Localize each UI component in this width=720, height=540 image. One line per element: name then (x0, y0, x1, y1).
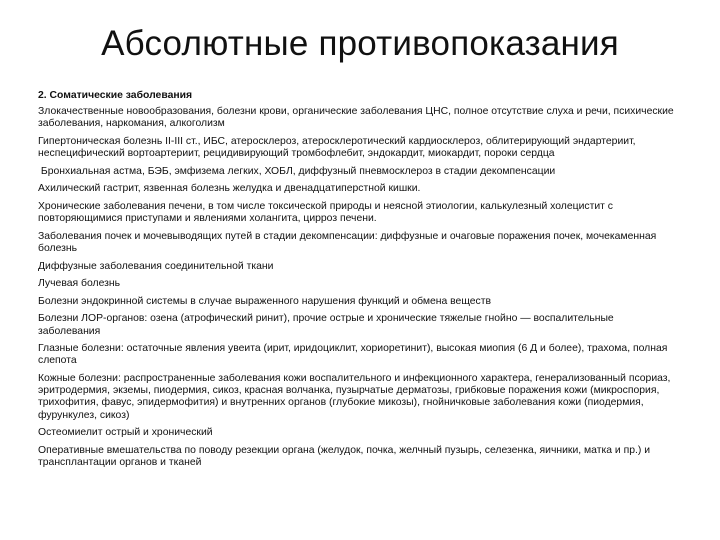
list-item-eye: Глазные болезни: остаточные явления увеита (ирит, иридоциклит, хориоретинит), высокая миопия (6 Д и более), трахома, полная слепота (38, 343, 668, 367)
list-item-gastric: Ахилический гастрит, язвенная болезнь желудка и двенадцатиперстной кишки. (38, 183, 421, 195)
list-item-radiation: Лучевая болезнь (38, 278, 121, 290)
list-item-connective-tissue: Диффузные заболевания соединительной ткани (38, 260, 274, 272)
list-item-malignant: Злокачественные новообразования, болезни крови, органические заболевания ЦНС, полное отсутствие слуха и речи, психические заболевания, наркомания, алкоголизм (38, 106, 674, 130)
section-subtitle: 2. Соматические заболевания (38, 90, 193, 101)
list-item-cardiovascular: Гипертоническая болезнь II-III ст., ИБС, атеросклероз, атеросклеротический кардиосклероз, облитерирующий эндартериит, неспецифический вортоартериит, рецидивирующий тромбофлебит, эндокардит, миокардит, пороки сердца (38, 136, 636, 160)
list-item-endocrine: Болезни эндокринной системы в случае выраженного нарушения функций и обмена веществ (38, 295, 492, 307)
list-item-skin: Кожные болезни: распространенные заболевания кожи воспалительного и инфекционного характера, генерализованный псориаз, эритродермия, экземы, пиодермия, сикоз, красная волчанка, пузырчатые дерматозы, грибковые поражения кожи (микроспория, трихофития, фавус, эпидермофития) и внутренних органов (глубокие микозы), гнойничковые заболевания кожи (пиодермия, фурункулез, сикоз) (38, 372, 671, 421)
list-item-osteomyelitis: Остеомиелит острый и хронический (38, 427, 213, 439)
list-item-surgery: Оперативные вмешательства по поводу резекции органа (желудок, почка, желчный пузырь, селезенка, яичники, матка и пр.) и трансплантации органов и тканей (38, 444, 651, 468)
list-item-respiratory: Бронхиальная астма, БЭБ, эмфизема легких, ХОБЛ, диффузный пневмосклероз в стадии декомпенсации (38, 165, 556, 177)
slide-content (38, 90, 674, 475)
list-item-kidney: Заболевания почек и мочевыводящих путей в стадии декомпенсации: диффузные и очаговые поражения почек, мочекаменная болезнь (38, 230, 657, 254)
list-item-liver: Хронические заболевания печени, в том числе токсической природы и неясной этиологии, калькулезный холецистит с повторяющимися приступами и явлениями холангита, цирроз печени. (38, 200, 613, 225)
list-item-ent: Болезни ЛОР-органов: озена (атрофический ринит), прочие острые и хронические тяжелые гнойно — воспалительные заболевания (38, 313, 614, 337)
slide-title: Абсолютные противопоказания (101, 24, 619, 63)
